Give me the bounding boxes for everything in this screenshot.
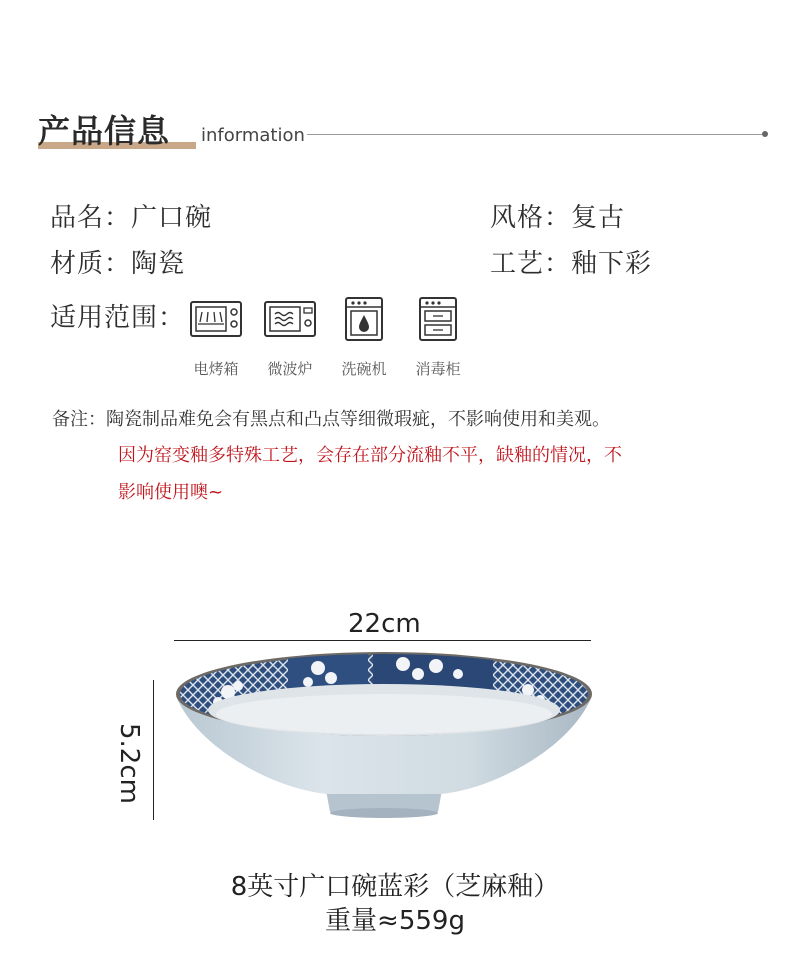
product-craft: 工艺：釉下彩 <box>490 249 653 279</box>
appliance-oven <box>179 300 253 379</box>
microwave-icon <box>263 300 317 338</box>
note-line-1: 备注：陶瓷制品难免会有黑点和凸点等细微瑕疵，不影响使用和美观。 <box>52 409 610 430</box>
product-caption: 8英寸广口碗蓝彩（芝麻釉） <box>230 872 560 902</box>
note-line-2: 因为窑变釉多特殊工艺，会存在部分流釉不平，缺釉的情况，不 <box>118 445 622 466</box>
header-divider <box>307 134 762 135</box>
header-divider-dot <box>762 131 768 137</box>
width-dimension-line <box>174 640 591 641</box>
appliance-sterilizer <box>401 296 475 379</box>
product-material: 材质：陶瓷 <box>50 249 186 279</box>
product-style: 风格：复古 <box>490 203 626 233</box>
oven-icon <box>189 300 243 338</box>
usage-label: 适用范围： <box>50 303 186 333</box>
product-name: 品名：广口碗 <box>50 203 213 233</box>
appliance-microwave <box>253 300 327 379</box>
appliance-dishwasher <box>327 296 401 379</box>
section-subtitle: information <box>201 125 305 146</box>
height-dimension-line <box>153 680 154 820</box>
sterilizer-cabinet-icon <box>418 296 458 342</box>
width-dimension-label: 22cm <box>348 609 421 639</box>
section-title: 产品信息 <box>38 112 171 150</box>
height-dimension-label: 5.2cm <box>114 723 144 804</box>
appliance-label-dishwasher: 洗碗机 <box>341 360 387 378</box>
note-line-3: 影响使用噢~ <box>118 482 224 503</box>
dishwasher-icon <box>344 296 384 342</box>
appliance-label-oven: 电烤箱 <box>193 360 239 378</box>
bowl-illustration <box>168 650 600 822</box>
product-weight: 重量≈559g <box>325 906 465 936</box>
appliance-label-sterilizer: 消毒柜 <box>415 360 461 378</box>
appliance-label-microwave: 微波炉 <box>267 360 313 378</box>
